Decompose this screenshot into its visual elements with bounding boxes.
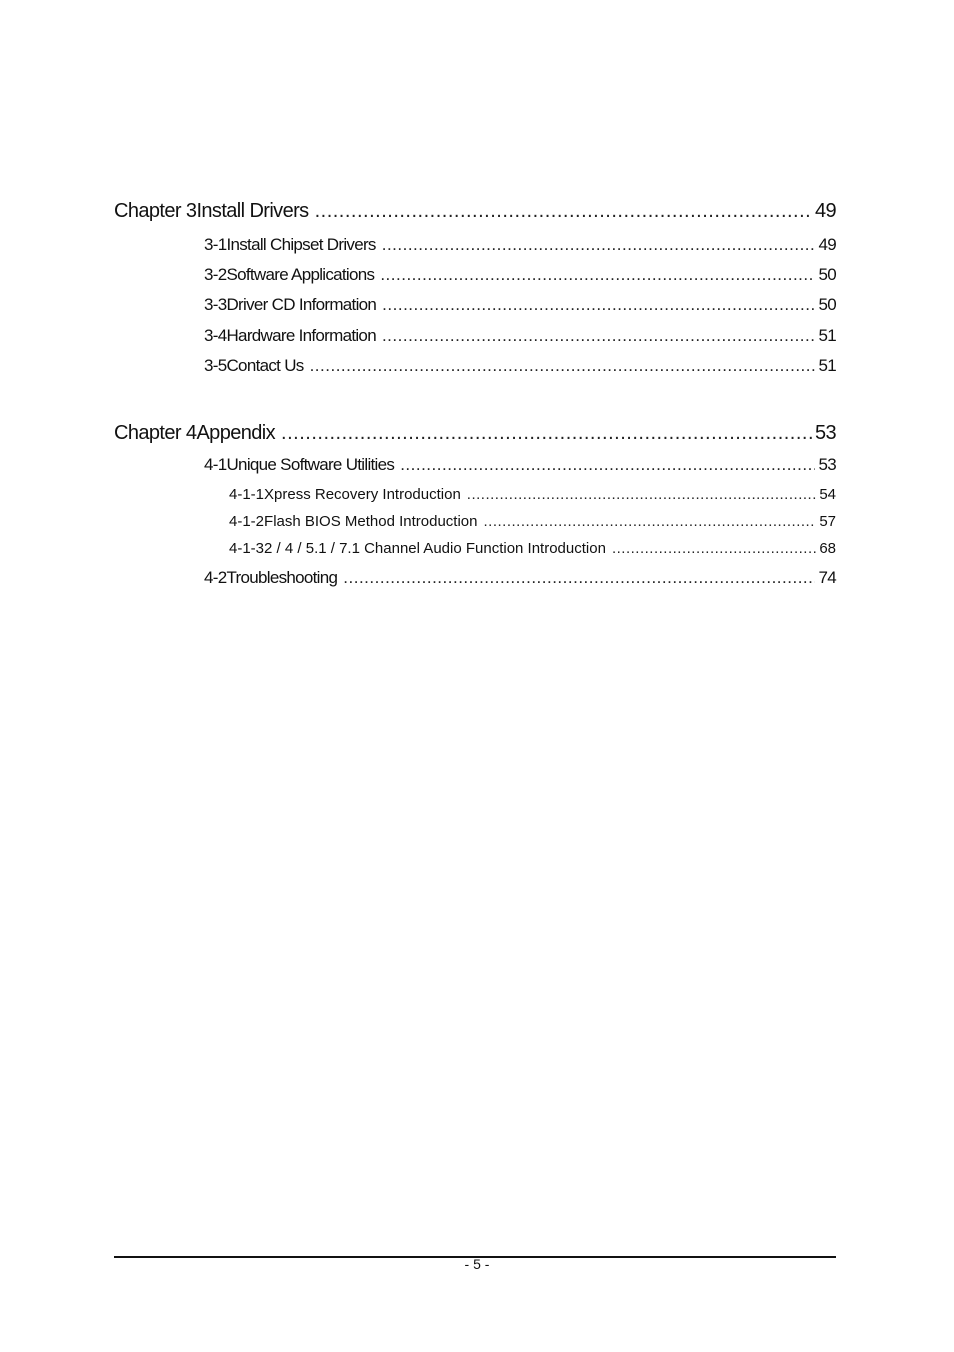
toc-title: 2 / 4 / 5.1 / 7.1 Channel Audio Function Introduction <box>264 540 606 557</box>
dot-leader <box>310 356 816 376</box>
toc-number: 3-1 <box>204 235 227 254</box>
toc-number: 3-3 <box>204 295 227 314</box>
toc-title: Xpress Recovery Introduction <box>264 486 461 503</box>
toc-number: 3-5 <box>204 356 227 375</box>
toc-title: Install Drivers <box>196 200 309 222</box>
toc-number: 3-2 <box>204 265 227 284</box>
toc-title: Contact Us <box>226 356 304 375</box>
toc-number: 4-1 <box>204 455 227 474</box>
toc-page-number: 68 <box>819 540 836 557</box>
toc-page-number: 53 <box>814 422 836 444</box>
toc-section-3-2 <box>204 265 836 285</box>
toc-chapter-3 <box>114 200 836 223</box>
toc-title: Appendix <box>196 422 276 444</box>
toc-number: 4-1-1 <box>229 486 265 503</box>
dot-leader <box>467 486 817 503</box>
dot-leader <box>483 513 816 530</box>
toc-title: Hardware Information <box>226 326 376 345</box>
toc-number: 4-1-3 <box>229 540 265 557</box>
toc-section-3-4 <box>204 326 836 346</box>
toc-number: 4-2 <box>204 568 227 587</box>
toc-title: Troubleshooting <box>226 568 338 587</box>
dot-leader <box>400 455 815 475</box>
toc-page-number: 49 <box>818 235 836 254</box>
toc-page-number: 49 <box>814 200 836 222</box>
toc-section-4-2 <box>204 568 836 588</box>
toc-page-number: 50 <box>818 295 836 314</box>
toc-page-number: 50 <box>818 265 836 284</box>
toc-title: Software Applications <box>226 265 375 284</box>
toc-page-number: 53 <box>818 455 836 474</box>
toc-subsection-4-1-2 <box>229 513 836 530</box>
toc-section-3-3 <box>204 295 836 315</box>
toc-number: 4-1-2 <box>229 513 265 530</box>
toc-title: Driver CD Information <box>226 295 377 314</box>
toc-chapter-4 <box>114 422 836 445</box>
toc-page-number: 51 <box>818 326 836 345</box>
dot-leader <box>382 235 816 255</box>
toc-section-3-5 <box>204 356 836 376</box>
dot-leader <box>315 200 812 223</box>
dot-leader <box>380 265 815 285</box>
toc-title: Unique Software Utilities <box>226 455 395 474</box>
toc-page-number: 51 <box>818 356 836 375</box>
toc-number: Chapter 4 <box>114 422 197 444</box>
toc-section-4-1 <box>204 455 836 475</box>
dot-leader <box>382 295 815 315</box>
toc-subsection-4-1-1 <box>229 486 836 503</box>
dot-leader <box>612 540 816 557</box>
toc-number: 3-4 <box>204 326 227 345</box>
toc-page-number: 54 <box>819 486 836 503</box>
toc-page-number: 57 <box>819 513 836 530</box>
toc-section-3-1 <box>204 235 836 255</box>
dot-leader <box>382 326 816 346</box>
toc-subsection-4-1-3 <box>229 540 836 557</box>
dot-leader <box>343 568 815 588</box>
page-number: - 5 - <box>464 1256 490 1272</box>
toc-number: Chapter 3 <box>114 200 197 222</box>
toc-title: Install Chipset Drivers <box>226 235 376 254</box>
toc-page-number: 74 <box>818 568 836 587</box>
dot-leader <box>281 422 812 445</box>
toc-title: Flash BIOS Method Introduction <box>264 513 478 530</box>
